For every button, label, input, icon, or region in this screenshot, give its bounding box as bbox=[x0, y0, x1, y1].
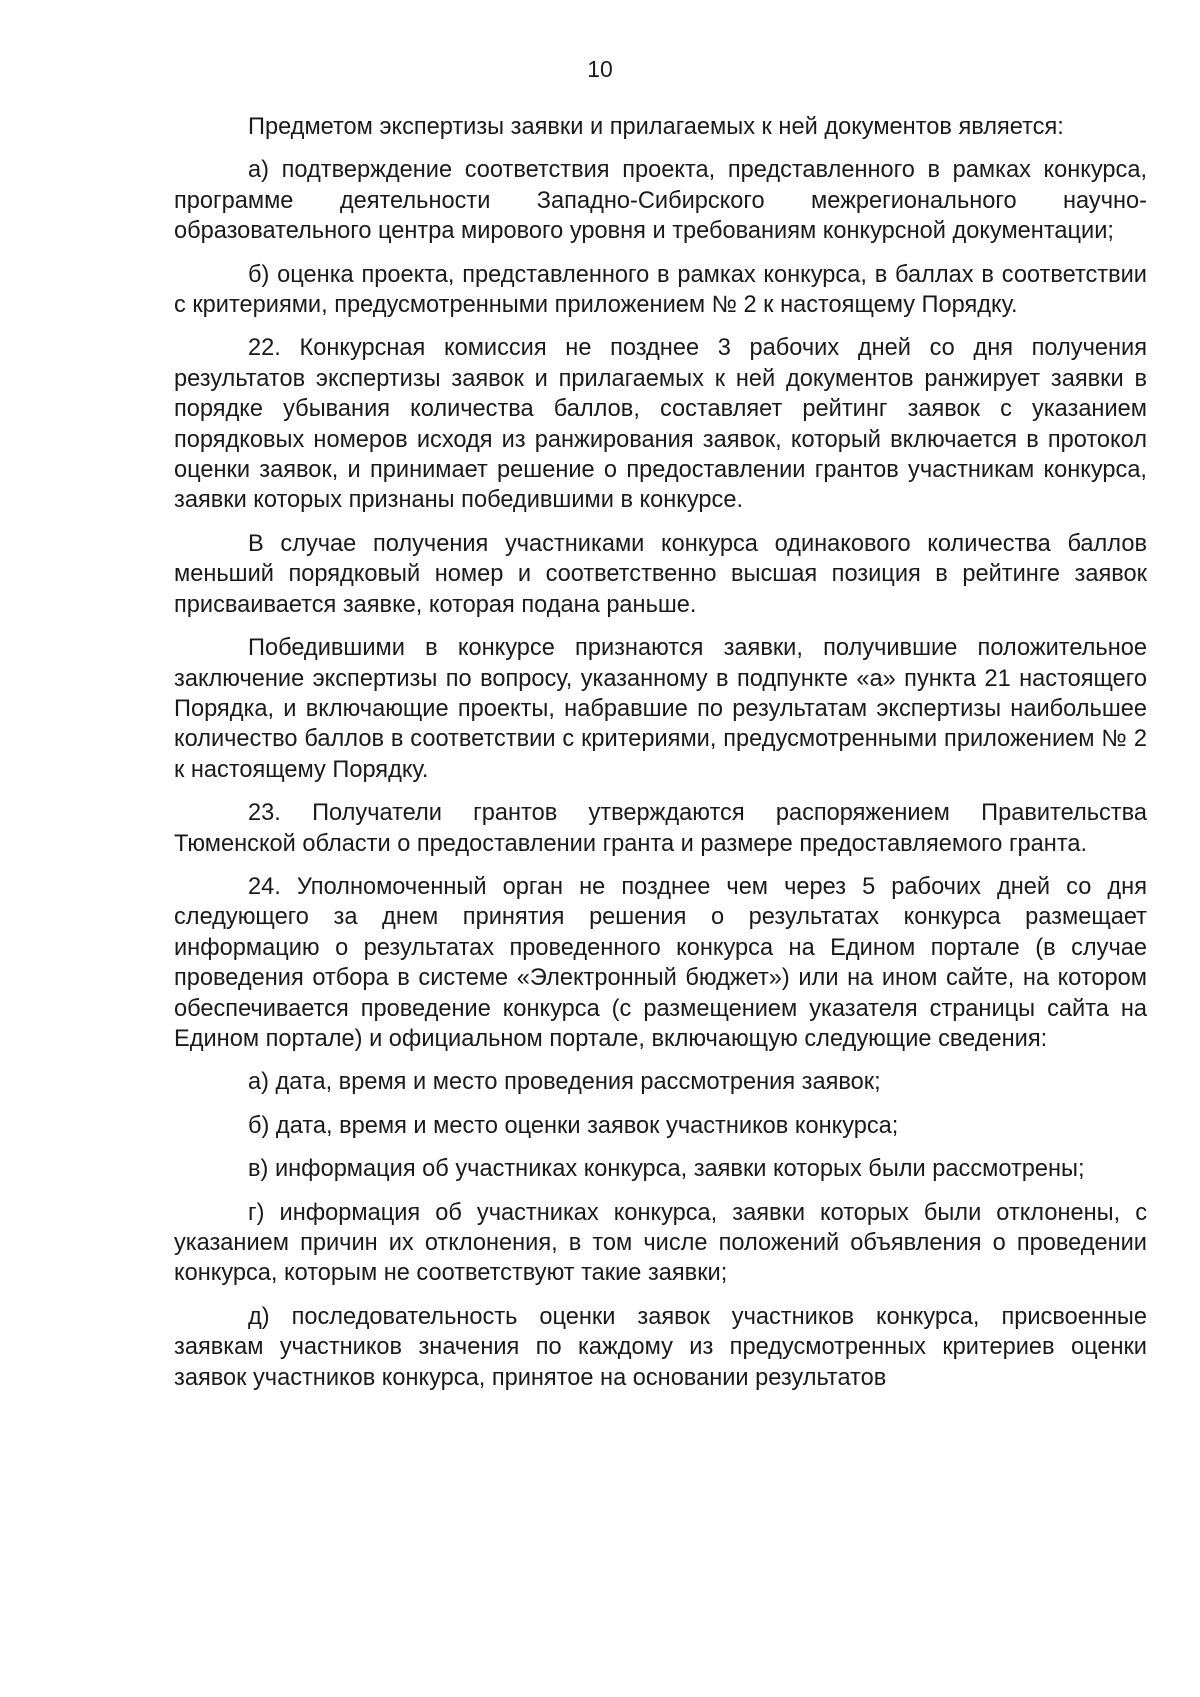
paragraph-clause-24: 24. Уполномоченный орган не позднее чем через 5 рабочих дней со дня следующего за днем принятия решения о результатах конкурса размещает информацию о результатах проведенного конкурса на Едином портале (в случае проведения отбора в системе «Электронный бюджет») или на ином сайте, на котором обеспечивается проведение конкурса (с размещением указателя страницы сайта на Едином портале) и официальном портале, включающую следующие сведения: bbox=[174, 873, 1147, 1052]
paragraph-winners-definition: Победившими в конкурсе признаются заявки, получившие положительное заключение экспертизы по вопросу, указанному в подпункте «а» пункта 21 настоящего Порядка, и включающие проекты, набравшие по результатам экспертизы наибольшее количество баллов в соответствии с критериями, предусмотренными приложением № 2 к настоящему Порядку. bbox=[174, 635, 1147, 783]
paragraph-item-b-evaluation-date: б) дата, время и место оценки заявок участников конкурса; bbox=[248, 1112, 899, 1139]
paragraph-item-a-review-date: а) дата, время и место проведения рассмотрения заявок; bbox=[248, 1069, 881, 1096]
paragraph-expertise-subject: Предметом экспертизы заявки и прилагаемых к ней документов является: bbox=[248, 114, 1064, 140]
paragraph-clause-23: 23. Получатели грантов утверждаются распоряжением Правительства Тюменской области о предоставлении гранта и размере предоставляемого гранта. bbox=[174, 800, 1147, 857]
paragraph-item-a-conformity: а) подтверждение соответствия проекта, представленного в рамках конкурса, программе деятельности Западно-Сибирского межрегионального научно-образовательного центра мирового уровня и требованиям конкурсной документации; bbox=[174, 157, 1147, 245]
paragraph-item-g-rejected: г) информация об участниках конкурса, заявки которых были отклонены, с указанием причин их отклонения, в том числе положений объявления о проведении конкурса, которым не соответствуют такие заявки; bbox=[174, 1199, 1147, 1287]
paragraph-clause-22: 22. Конкурсная комиссия не позднее 3 рабочих дней со дня получения результатов экспертизы заявок и прилагаемых к ней документов ранжирует заявки в порядке убывания количества баллов, составляет рейтинг заявок с указанием порядковых номеров исходя из ранжирования заявок, который включается в протокол оценки заявок, и принимает решение о предоставлении грантов участникам конкурса, заявки которых признаны победившими в конкурсе. bbox=[174, 335, 1147, 514]
paragraph-item-b-scoring: б) оценка проекта, представленного в рамках конкурса, в баллах в соответствии с критериями, предусмотренными приложением № 2 к настоящему Порядку. bbox=[174, 261, 1147, 319]
paragraph-item-d-sequence: д) последовательность оценки заявок участников конкурса, присвоенные заявкам участников значения по каждому из предусмотренных критериев оценки заявок участников конкурса, принятое на основании результатов bbox=[174, 1303, 1147, 1391]
paragraph-equal-score-rule: В случае получения участниками конкурса одинакового количества баллов меньший порядковый номер и соответственно высшая позиция в рейтинге заявок присваивается заявке, которая подана раньше. bbox=[174, 530, 1147, 618]
page-number: 10 bbox=[587, 56, 613, 82]
document-body bbox=[174, 112, 1147, 1406]
paragraph-item-v-reviewed: в) информация об участниках конкурса, заявки которых были рассмотрены; bbox=[248, 1156, 1085, 1183]
